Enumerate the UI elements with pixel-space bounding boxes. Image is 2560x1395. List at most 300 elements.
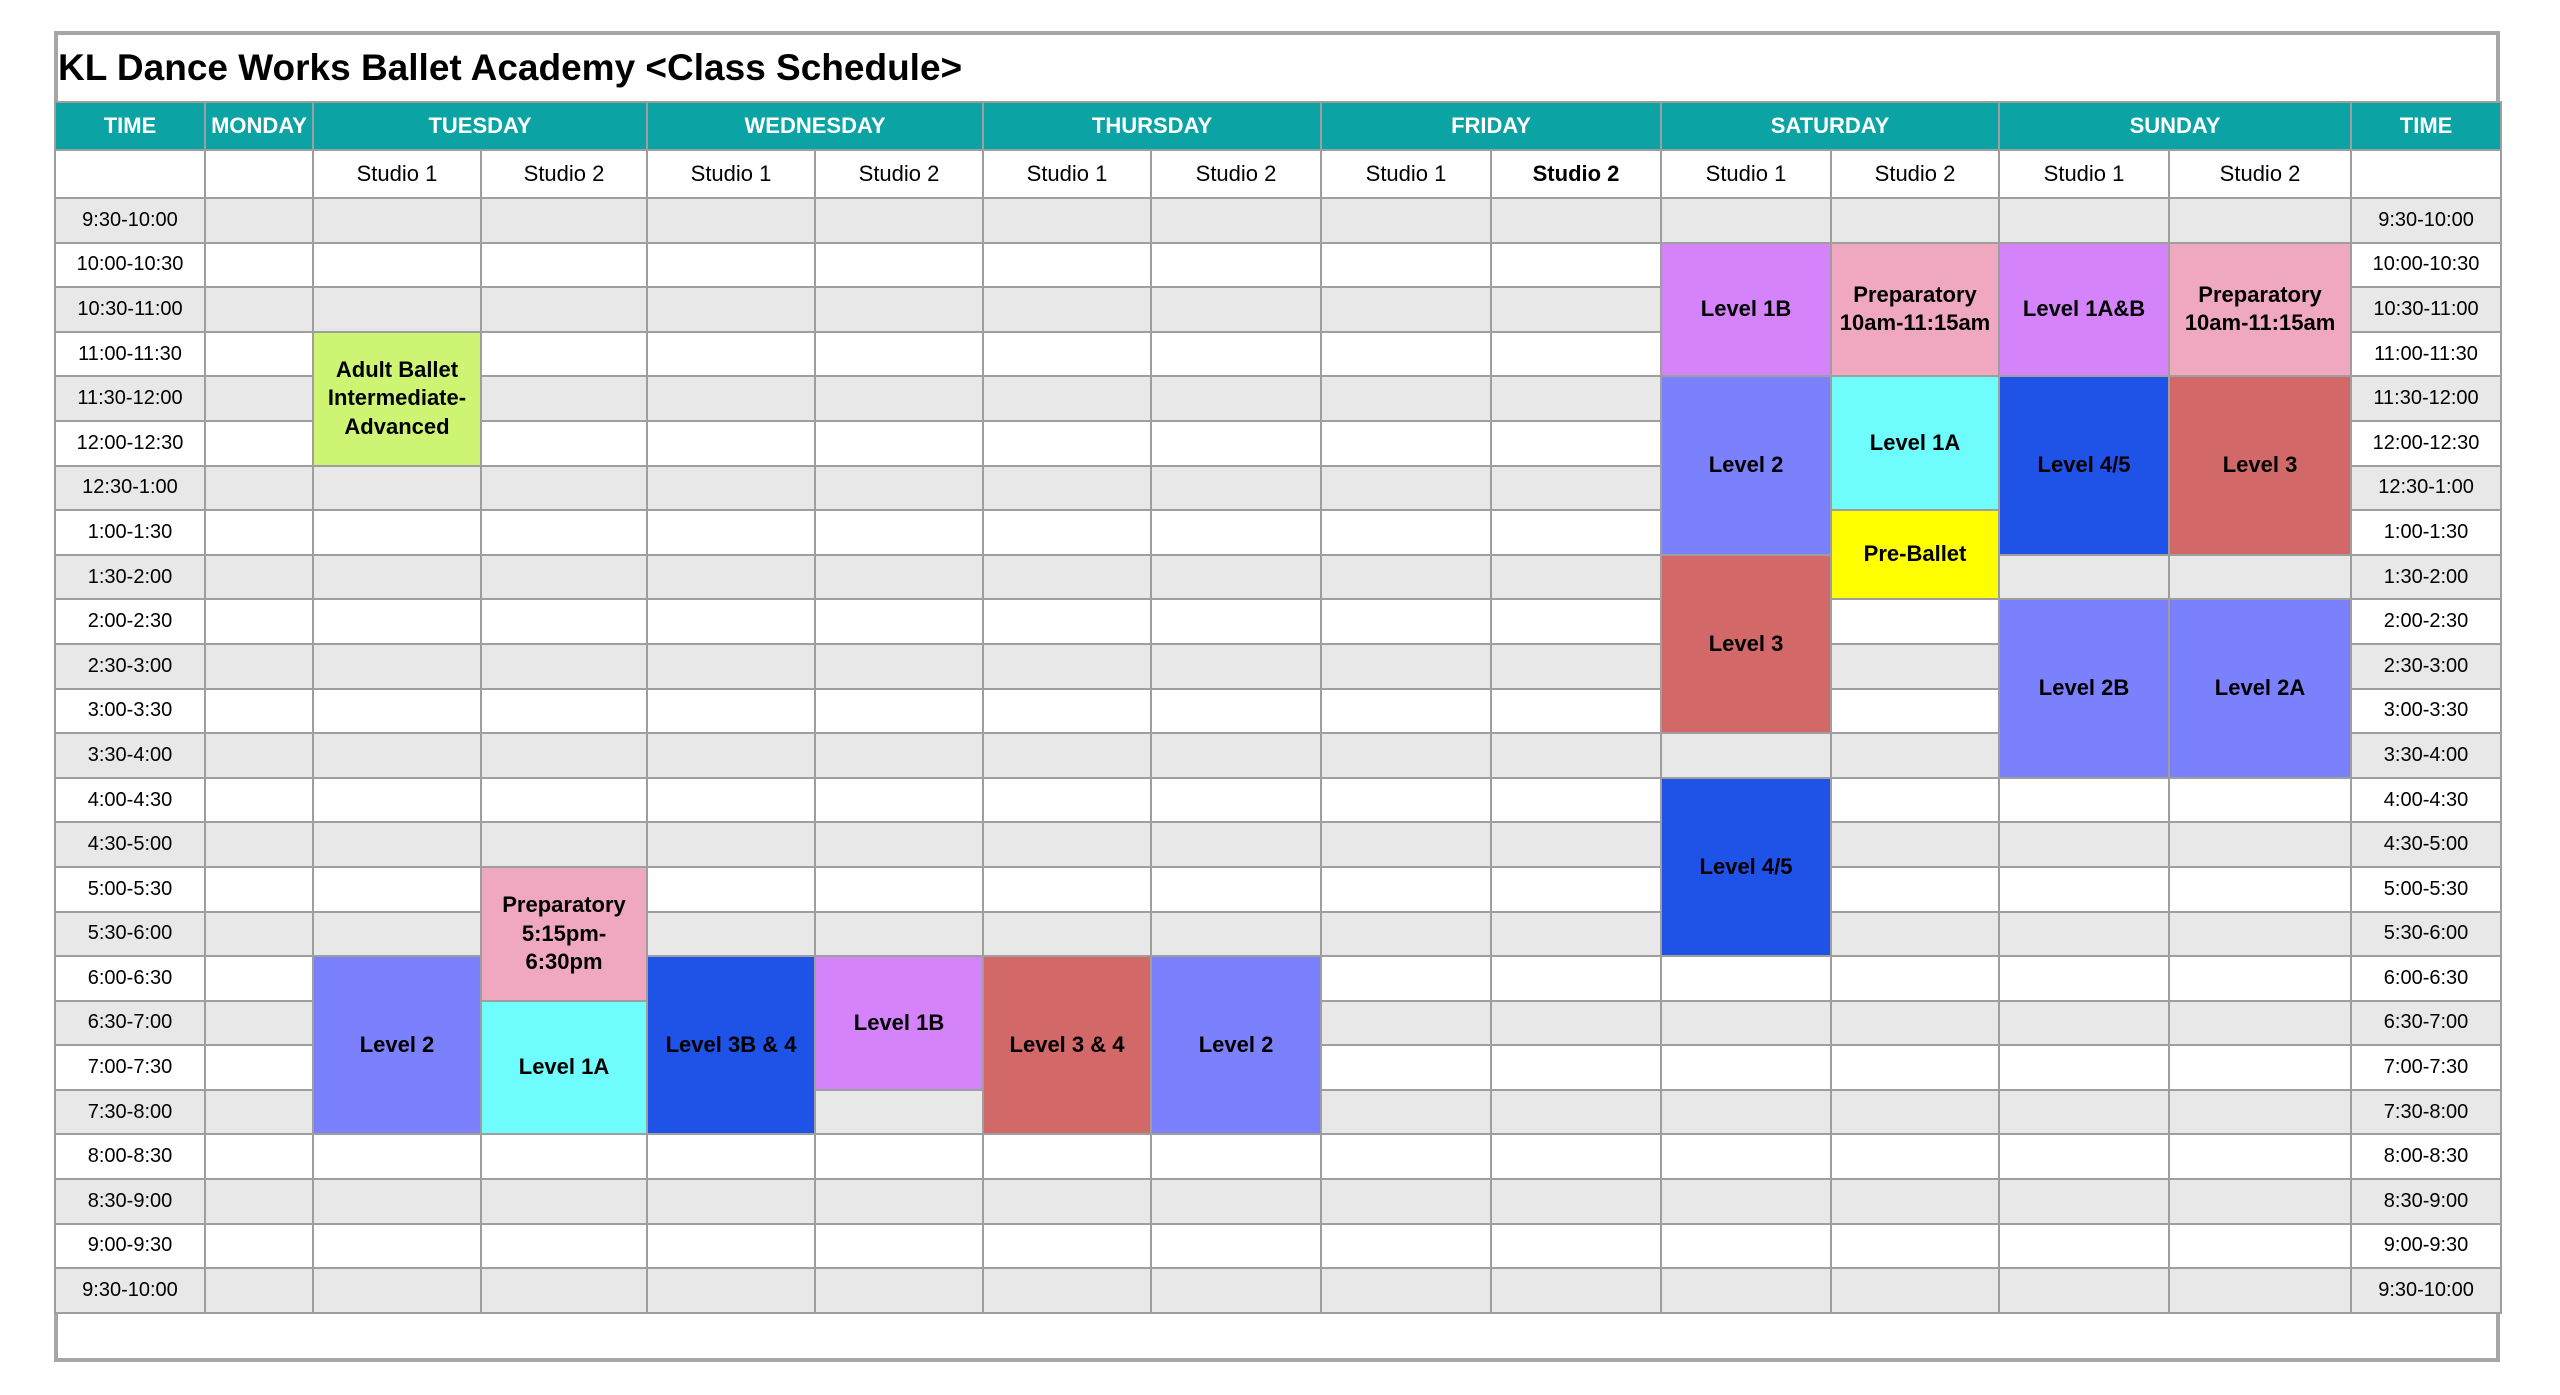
time-slot-left: 9:30-10:00 [55,1268,205,1313]
empty-cell [481,599,647,644]
empty-cell [1999,1224,2169,1269]
empty-cell [1491,956,1661,1001]
empty-cell [313,1224,481,1269]
empty-cell [1831,1224,1999,1269]
time-header-right: TIME [2351,102,2501,150]
empty-cell [1151,555,1321,600]
time-slot-right: 2:00-2:30 [2351,599,2501,644]
class-block: Level 1A [481,1001,647,1135]
time-slot-left: 2:30-3:00 [55,644,205,689]
time-row [55,912,2501,957]
class-block: Level 3 [1661,555,1831,733]
blank-cell [2351,150,2501,198]
empty-cell [1491,689,1661,734]
empty-cell [1831,1001,1999,1046]
time-slot-right: 2:30-3:00 [2351,644,2501,689]
empty-cell [313,510,481,555]
empty-cell [815,778,983,823]
empty-cell [481,1224,647,1269]
studio-header [205,150,313,198]
empty-cell [205,644,313,689]
schedule-table [54,101,2502,1314]
empty-cell [815,912,983,957]
empty-cell [815,1134,983,1179]
empty-cell [1999,198,2169,243]
time-slot-right: 3:00-3:30 [2351,689,2501,734]
empty-cell [1999,1179,2169,1224]
class-block: Level 3 [2169,376,2351,554]
empty-cell [1999,1134,2169,1179]
empty-cell [1999,778,2169,823]
empty-cell [983,466,1151,511]
empty-cell [983,912,1151,957]
studio-header: Studio 1 [1999,150,2169,198]
time-slot-right: 7:30-8:00 [2351,1090,2501,1135]
empty-cell [313,912,481,957]
empty-cell [1831,956,1999,1001]
empty-cell [1321,1179,1491,1224]
empty-cell [205,1001,313,1046]
day-header-friday: FRIDAY [1321,102,1661,150]
empty-cell [1491,1045,1661,1090]
time-slot-left: 9:30-10:00 [55,198,205,243]
empty-cell [313,689,481,734]
studio-header: Studio 2 [1491,150,1661,198]
empty-cell [205,421,313,466]
class-block: Level 2 [1661,376,1831,554]
time-slot-left: 3:00-3:30 [55,689,205,734]
empty-cell [205,332,313,377]
time-slot-left: 10:00-10:30 [55,243,205,288]
empty-cell [1151,733,1321,778]
time-row [55,1224,2501,1269]
empty-cell [815,644,983,689]
empty-cell [2169,1268,2351,1313]
time-row [55,555,2501,600]
time-slot-right: 11:00-11:30 [2351,332,2501,377]
time-slot-left: 11:00-11:30 [55,332,205,377]
empty-cell [2169,198,2351,243]
empty-cell [1321,1045,1491,1090]
time-row [55,1134,2501,1179]
empty-cell [1661,956,1831,1001]
empty-cell [647,1268,815,1313]
empty-cell [1831,198,1999,243]
empty-cell [983,1134,1151,1179]
studio-header: Studio 2 [1831,150,1999,198]
empty-cell [313,733,481,778]
empty-cell [1321,287,1491,332]
empty-cell [983,1268,1151,1313]
empty-cell [815,332,983,377]
empty-cell [647,510,815,555]
empty-cell [1151,376,1321,421]
empty-cell [1321,555,1491,600]
empty-cell [815,1179,983,1224]
time-row [55,956,2501,1001]
empty-cell [1831,1268,1999,1313]
empty-cell [815,822,983,867]
empty-cell [815,1090,983,1135]
class-block: Level 1B [815,956,983,1090]
empty-cell [815,421,983,466]
empty-cell [647,778,815,823]
class-block: Preparatory 10am-11:15am [2169,243,2351,377]
empty-cell [481,243,647,288]
empty-cell [313,555,481,600]
empty-cell [1491,510,1661,555]
empty-cell [647,1179,815,1224]
empty-cell [647,689,815,734]
empty-cell [1491,376,1661,421]
empty-cell [647,599,815,644]
empty-cell [1999,1045,2169,1090]
day-header-sunday: SUNDAY [1999,102,2351,150]
empty-cell [1321,421,1491,466]
empty-cell [1491,778,1661,823]
empty-cell [647,867,815,912]
empty-cell [205,466,313,511]
empty-cell [205,912,313,957]
empty-cell [1999,555,2169,600]
empty-cell [1151,332,1321,377]
empty-cell [1491,644,1661,689]
class-block: Preparatory 5:15pm-6:30pm [481,867,647,1001]
empty-cell [2169,956,2351,1001]
empty-cell [1151,198,1321,243]
empty-cell [1999,1001,2169,1046]
empty-cell [647,733,815,778]
empty-cell [647,198,815,243]
empty-cell [1661,1179,1831,1224]
empty-cell [205,1179,313,1224]
empty-cell [313,198,481,243]
empty-cell [647,822,815,867]
time-row [55,599,2501,644]
empty-cell [481,1268,647,1313]
empty-cell [983,1224,1151,1269]
empty-cell [313,466,481,511]
time-slot-right: 12:00-12:30 [2351,421,2501,466]
day-header-tuesday: TUESDAY [313,102,647,150]
empty-cell [313,599,481,644]
studio-header: Studio 2 [1151,150,1321,198]
empty-cell [647,912,815,957]
empty-cell [815,466,983,511]
empty-cell [647,644,815,689]
empty-cell [1491,332,1661,377]
empty-cell [205,689,313,734]
empty-cell [1321,644,1491,689]
empty-cell [205,733,313,778]
empty-cell [1491,555,1661,600]
empty-cell [1151,822,1321,867]
time-slot-right: 5:30-6:00 [2351,912,2501,957]
time-row [55,867,2501,912]
class-block: Level 4/5 [1999,376,2169,554]
empty-cell [1831,599,1999,644]
time-slot-right: 9:30-10:00 [2351,198,2501,243]
empty-cell [1321,778,1491,823]
empty-cell [481,510,647,555]
empty-cell [1321,1134,1491,1179]
time-slot-right: 5:00-5:30 [2351,867,2501,912]
empty-cell [2169,867,2351,912]
empty-cell [1151,912,1321,957]
studio-header: Studio 1 [313,150,481,198]
empty-cell [1831,644,1999,689]
empty-cell [481,822,647,867]
empty-cell [983,1179,1151,1224]
empty-cell [1321,466,1491,511]
class-block: Pre-Ballet [1831,510,1999,599]
empty-cell [647,376,815,421]
empty-cell [2169,1224,2351,1269]
empty-cell [1321,867,1491,912]
time-slot-left: 5:30-6:00 [55,912,205,957]
empty-cell [983,644,1151,689]
studio-header: Studio 1 [983,150,1151,198]
empty-cell [647,243,815,288]
empty-cell [1831,1134,1999,1179]
class-block: Adult Ballet Intermediate-Advanced [313,332,481,466]
empty-cell [647,421,815,466]
empty-cell [1661,1090,1831,1135]
empty-cell [1321,332,1491,377]
studio-header: Studio 2 [481,150,647,198]
empty-cell [2169,778,2351,823]
time-slot-left: 6:00-6:30 [55,956,205,1001]
class-block: Level 4/5 [1661,778,1831,956]
empty-cell [815,198,983,243]
empty-cell [1151,243,1321,288]
empty-cell [983,867,1151,912]
empty-cell [1831,778,1999,823]
time-slot-left: 2:00-2:30 [55,599,205,644]
empty-cell [2169,822,2351,867]
empty-cell [481,1134,647,1179]
time-slot-left: 12:30-1:00 [55,466,205,511]
time-slot-left: 1:00-1:30 [55,510,205,555]
page-title: KL Dance Works Ballet Academy <Class Schedule> [58,47,963,88]
empty-cell [1491,243,1661,288]
empty-cell [647,555,815,600]
empty-cell [1151,778,1321,823]
empty-cell [2169,1134,2351,1179]
empty-cell [1831,1179,1999,1224]
empty-cell [1491,822,1661,867]
time-slot-right: 10:00-10:30 [2351,243,2501,288]
time-slot-right: 11:30-12:00 [2351,376,2501,421]
empty-cell [1151,689,1321,734]
empty-cell [1661,733,1831,778]
empty-cell [815,376,983,421]
empty-cell [205,1090,313,1135]
empty-cell [1321,956,1491,1001]
empty-cell [205,376,313,421]
empty-cell [481,778,647,823]
time-header-left: TIME [55,102,205,150]
empty-cell [1661,1268,1831,1313]
empty-cell [1151,287,1321,332]
class-block: Level 2A [2169,599,2351,777]
empty-cell [1151,1179,1321,1224]
empty-cell [1999,867,2169,912]
empty-cell [815,243,983,288]
empty-cell [1321,376,1491,421]
empty-cell [1491,733,1661,778]
empty-cell [647,287,815,332]
time-slot-left: 9:00-9:30 [55,1224,205,1269]
day-header-saturday: SATURDAY [1661,102,1999,150]
empty-cell [205,956,313,1001]
empty-cell [1661,1134,1831,1179]
empty-cell [1661,198,1831,243]
empty-cell [815,599,983,644]
studio-header: Studio 1 [647,150,815,198]
time-slot-left: 4:30-5:00 [55,822,205,867]
empty-cell [1491,421,1661,466]
empty-cell [1321,1268,1491,1313]
empty-cell [1661,1224,1831,1269]
empty-cell [1321,689,1491,734]
empty-cell [1491,599,1661,644]
time-slot-right: 6:30-7:00 [2351,1001,2501,1046]
class-block: Level 2B [1999,599,2169,777]
studio-header: Studio 2 [815,150,983,198]
empty-cell [1831,689,1999,734]
empty-cell [313,822,481,867]
empty-cell [481,555,647,600]
empty-cell [1151,599,1321,644]
empty-cell [1491,466,1661,511]
empty-cell [481,689,647,734]
empty-cell [205,287,313,332]
time-row [55,778,2501,823]
empty-cell [205,555,313,600]
empty-cell [647,1134,815,1179]
empty-cell [1151,1224,1321,1269]
empty-cell [815,1268,983,1313]
empty-cell [205,243,313,288]
empty-cell [1831,822,1999,867]
empty-cell [1151,421,1321,466]
day-header-thursday: THURSDAY [983,102,1321,150]
empty-cell [983,599,1151,644]
empty-cell [983,376,1151,421]
empty-cell [481,466,647,511]
empty-cell [205,599,313,644]
empty-cell [2169,912,2351,957]
empty-cell [983,421,1151,466]
empty-cell [205,1268,313,1313]
empty-cell [1999,956,2169,1001]
class-block: Level 2 [1151,956,1321,1134]
empty-cell [1321,198,1491,243]
time-slot-right: 3:30-4:00 [2351,733,2501,778]
empty-cell [1151,510,1321,555]
empty-cell [1321,822,1491,867]
time-slot-right: 7:00-7:30 [2351,1045,2501,1090]
empty-cell [815,689,983,734]
empty-cell [983,510,1151,555]
empty-cell [1321,510,1491,555]
empty-cell [647,1224,815,1269]
empty-cell [481,198,647,243]
time-slot-right: 8:00-8:30 [2351,1134,2501,1179]
empty-cell [1321,1001,1491,1046]
time-slot-right: 9:00-9:30 [2351,1224,2501,1269]
empty-cell [313,287,481,332]
empty-cell [2169,1090,2351,1135]
empty-cell [1491,1001,1661,1046]
empty-cell [983,332,1151,377]
empty-cell [1321,243,1491,288]
time-row [55,243,2501,288]
empty-cell [1321,1090,1491,1135]
time-slot-right: 6:00-6:30 [2351,956,2501,1001]
empty-cell [1831,867,1999,912]
empty-cell [2169,1045,2351,1090]
time-slot-left: 10:30-11:00 [55,287,205,332]
time-slot-left: 8:30-9:00 [55,1179,205,1224]
empty-cell [1831,1045,1999,1090]
empty-cell [205,198,313,243]
class-block: Level 2 [313,956,481,1134]
empty-cell [983,555,1151,600]
time-slot-right: 4:00-4:30 [2351,778,2501,823]
class-block: Level 1B [1661,243,1831,377]
empty-cell [481,733,647,778]
empty-cell [205,1045,313,1090]
empty-cell [815,555,983,600]
empty-cell [815,867,983,912]
empty-cell [481,1179,647,1224]
class-block: Preparatory 10am-11:15am [1831,243,1999,377]
empty-cell [1321,1224,1491,1269]
studio-header: Studio 2 [2169,150,2351,198]
empty-cell [1831,733,1999,778]
empty-cell [481,421,647,466]
empty-cell [1491,867,1661,912]
empty-cell [481,332,647,377]
class-block: Level 1A&B [1999,243,2169,377]
empty-cell [815,287,983,332]
empty-cell [1491,1179,1661,1224]
empty-cell [647,466,815,511]
class-block: Level 3 & 4 [983,956,1151,1134]
time-slot-right: 9:30-10:00 [2351,1268,2501,1313]
empty-cell [983,822,1151,867]
empty-cell [1321,733,1491,778]
time-slot-right: 10:30-11:00 [2351,287,2501,332]
day-header-wednesday: WEDNESDAY [647,102,983,150]
empty-cell [205,510,313,555]
time-row [55,198,2501,243]
empty-cell [481,287,647,332]
empty-cell [1999,1090,2169,1135]
empty-cell [205,822,313,867]
empty-cell [313,1268,481,1313]
empty-cell [205,867,313,912]
class-block: Level 3B & 4 [647,956,815,1134]
empty-cell [1999,822,2169,867]
empty-cell [2169,555,2351,600]
empty-cell [1491,912,1661,957]
empty-cell [205,1224,313,1269]
time-slot-left: 7:30-8:00 [55,1090,205,1135]
empty-cell [983,778,1151,823]
